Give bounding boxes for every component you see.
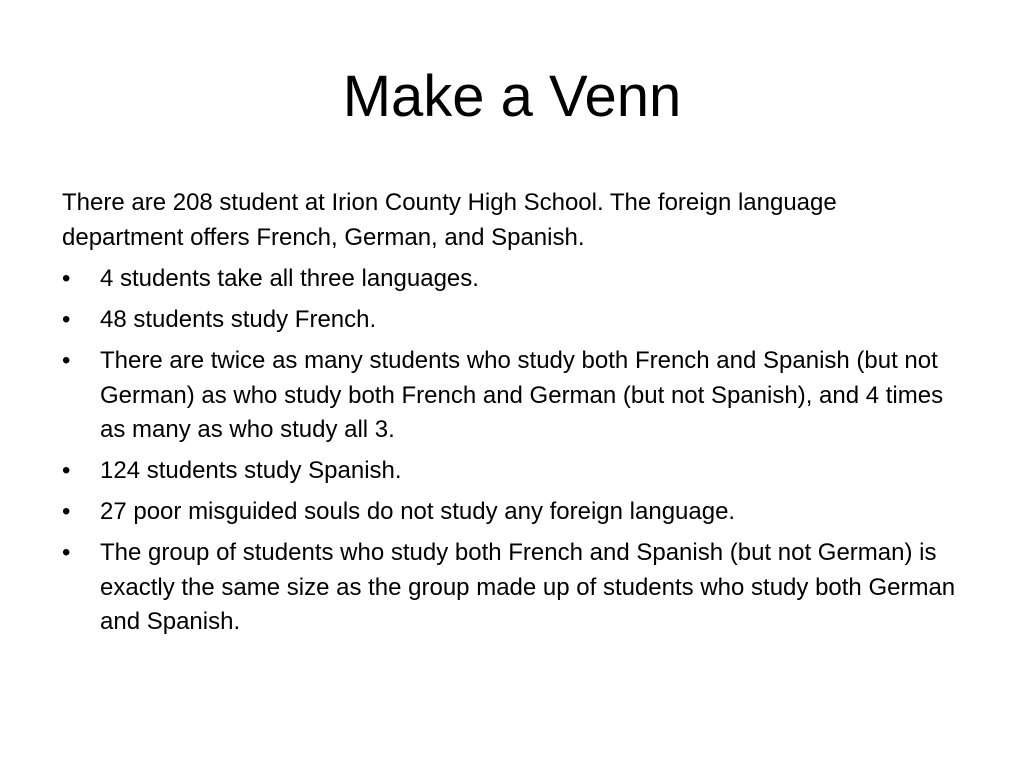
bullet-marker-icon: • <box>62 539 71 566</box>
bullet-item <box>62 303 962 338</box>
bullet-text: The group of students who study both French and Spanish (but not German) is exactly the same size as the group made up of students who study both German and Spanish. <box>100 539 956 635</box>
slide-title: Make a Venn <box>342 64 682 129</box>
bullet-text: 124 students study Spanish. <box>100 457 402 484</box>
bullet-marker-icon: • <box>62 347 71 374</box>
bullet-marker-icon: • <box>62 457 71 484</box>
bullet-text: 48 students study French. <box>100 306 377 333</box>
slide-body <box>62 186 962 646</box>
bullet-item <box>62 262 962 297</box>
bullet-text: 27 poor misguided souls do not study any foreign language. <box>100 498 736 525</box>
bullet-text: There are twice as many students who study both French and Spanish (but not German) as who study both French and German (but not Spanish), and 4 times as many as who study all 3. <box>100 347 944 443</box>
bullet-item <box>62 454 962 489</box>
bullet-item <box>62 344 962 448</box>
intro-paragraph: There are 208 student at Irion County High School. The foreign language department offers French, German, and Spanish. <box>62 189 837 251</box>
bullet-list <box>62 262 962 640</box>
bullet-item <box>62 536 962 640</box>
bullet-marker-icon: • <box>62 306 71 333</box>
bullet-text: 4 students take all three languages. <box>100 265 479 292</box>
bullet-marker-icon: • <box>62 265 71 292</box>
bullet-item <box>62 495 962 530</box>
bullet-marker-icon: • <box>62 498 71 525</box>
